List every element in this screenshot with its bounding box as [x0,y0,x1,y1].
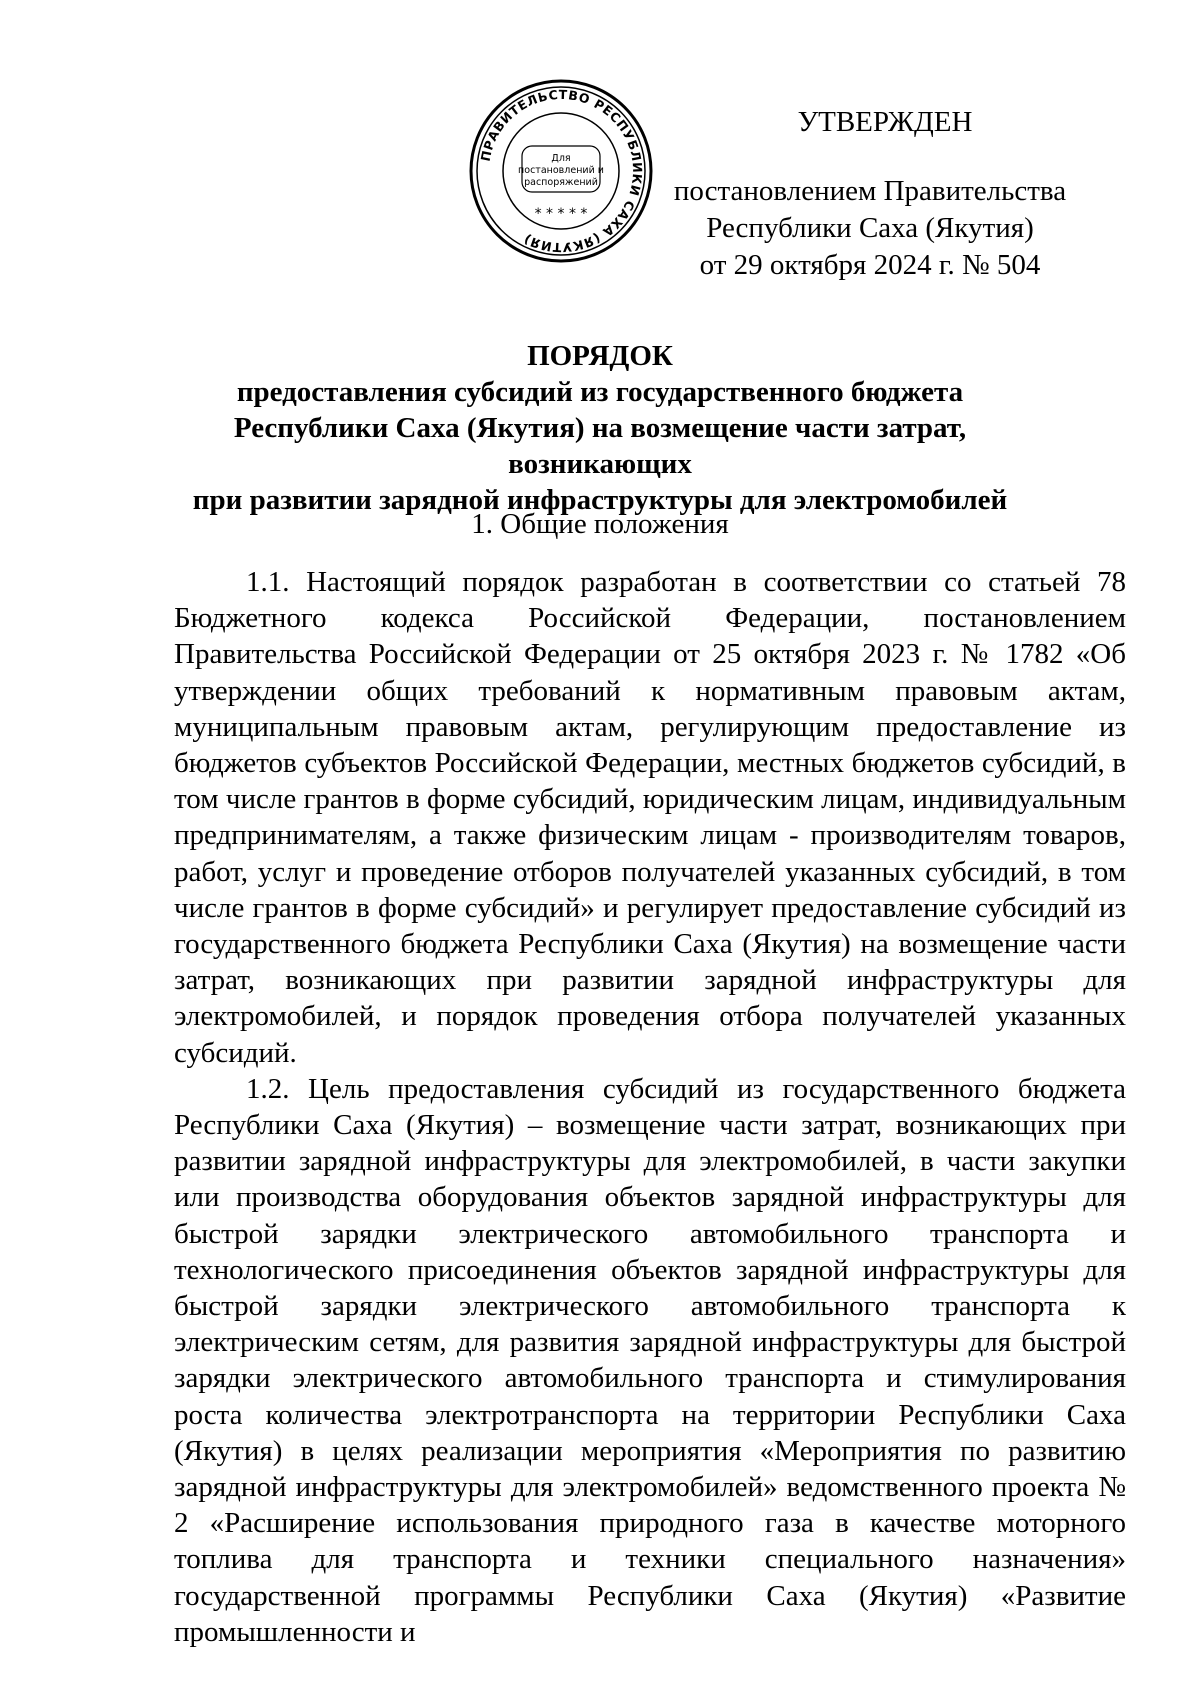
paragraph-1-2: 1.2. Цель предоставления субсидий из государственного бюджета Республики Саха (Якутия) – возмещение части затрат, возникающих при развитии зарядной инфраструктуры для электромобилей, в части закупки или производства оборудования объектов зарядной инфраструктуры для быстрой зарядки электрического автомобильного транспорта и технологического присоединения объектов зарядной инфраструктуры для быстрой зарядки электрического автомобильного транспорта к электрическим сетям, для развития зарядной инфраструктуры для быстрой зарядки электрического автомобильного транспорта и стимулирования роста количества электротранспорта на территории Республики Саха (Якутия) в целях реализации мероприятия «Мероприятия по развитию зарядной инфраструктуры для электромобилей» ведомственного проекта № 2 «Расширение использования природного газа в качестве моторного топлива для транспорта и техники специального назначения» государственной программы Республики Саха (Якутия) «Развитие промышленности и [174,1072,1126,1648]
document-body [174,564,1126,1650]
seal-center-line2: постановлений и [518,165,604,176]
approval-line-1: постановлением Правительства [673,175,1067,207]
section-heading: 1. Общие положения [471,508,729,540]
seal-ring-text: ПРАВИТЕЛЬСТВО РЕСПУБЛИКИ САХА (ЯКУТИЯ) [477,86,646,256]
approval-line-3: от 29 октября 2024 г. № 504 [699,249,1041,281]
title-line-2: предоставления субсидий из государственного бюджета [236,376,964,408]
approved-label: УТВЕРЖДЕН [797,106,973,138]
title-line-1: ПОРЯДОК [527,340,673,372]
seal-stars: * * * * * [534,206,588,222]
paragraph-1-1: 1.1. Настоящий порядок разработан в соответствии со статьей 78 Бюджетного кодекса Российской Федерации, постановлением Правительства Российской Федерации от 25 октября 2023 г. № 1782 «Об утверждении общих требований к нормативным правовым актам, муниципальным правовым актам, регулирующим предоставление из бюджетов субъектов Российской Федерации, местных бюджетов субсидий, в том числе грантов в форме субсидий, юридическим лицам, индивидуальным предпринимателям, а также физическим лицам - производителям товаров, работ, услуг и проведение отборов получателей указанных субсидий, в том числе грантов в форме субсидий» и регулирует предоставление субсидий из государственного бюджета Республики Саха (Якутия) на возмещение части затрат, возникающих при развитии зарядной инфраструктуры для электромобилей, и порядок проведения отбора получателей указанных субсидий. [174,566,1126,1069]
official-seal [468,78,654,264]
title-line-4: при развитии зарядной инфраструктуры для электромобилей [192,484,1008,516]
document-title [150,338,1050,518]
approval-line-2: Республики Саха (Якутия) [706,212,1034,244]
seal-center-line1: Для [551,153,571,164]
seal-center-line3: распоряжений [524,177,598,188]
approval-block [660,104,1080,284]
title-line-3: Республики Саха (Якутия) на возмещение части затрат, возникающих [233,412,967,480]
